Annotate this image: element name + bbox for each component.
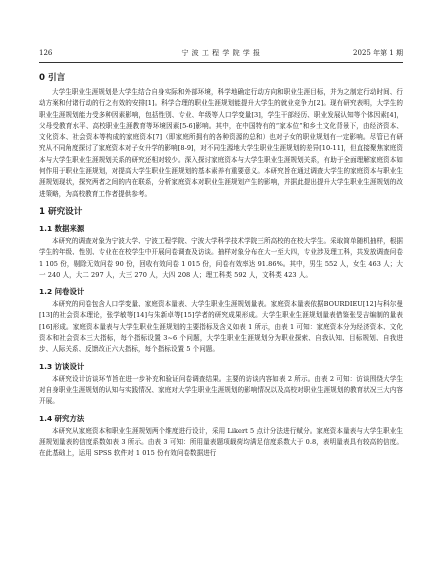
page-number: 126: [39, 49, 53, 57]
section-heading-intro: 0 引言: [39, 73, 66, 83]
journal-title: 宁 波 工 程 学 院 学 报: [181, 49, 261, 57]
subsection-heading-questionnaire: 1.2 问卷设计: [39, 287, 85, 297]
questionnaire-paragraph: 本研究的问卷包含人口学变量、家庭资本量表、大学生职业生涯规划量表。家庭资本量表依据BOURDIEU[12]与科尔曼[13]的社会资本理论，张学敏等[14]与朱新卓等[15]学者的研究成果形成。大学生职业生涯规划量表借鉴张旻吉编制的量表[16]形成。家庭资本量表与大学生职业生涯规划的主要指标及含义如表 1 所示，由表 1 可知：家庭资本分为经济资本、文化资本和社会资本三大指标，每个指标设置 3~6 个问题，大学生职业生涯规划分为职业探索、自我认知、目标规划、自我进步、人际关系、反馈改正六大指标，每个指标设置 5 个问题。: [39, 300, 403, 354]
intro-paragraph: 大学生职业生涯规划是大学生结合自身实际和外部环境，科学地确定行动方向和职业生涯目标，并为之制定行动时间、行动方案和付诸行动的行之有效的安排[1]。科学合理的职业生涯规划能提升大学生的就业竞争力[2]。现有研究表明，大学生的职业生涯规划能力受多种因素影响，包括性别、专业、年级等人口学变量[3]，学生干部经历、职业发展认知等个体因素[4]，父母受教育水平、高校职业生涯教育等环境因素[5-6]影响。其中，在中国特有的“家本位”和乡土文化背景下，由经济资本、文化资本、社会资本等构成的家庭资本[7]（即家庭所拥有的各种资源的总和）也对子女的职业规划有一定影响。尽管已有研究从不同角度探讨了家庭资本对子女升学的影响[8-9]，对不同生源地大学生职业生涯规划的差异[10-11]，但直接聚焦家庭资本与大学生职业生涯规划关系的研究还相对较少。深入探讨家庭资本与大学生职业生涯规划关系，有助于全面理解家庭资本如何作用于职业生涯规划，对提高大学生职业生涯规划的基本素养有重要意义。本研究旨在通过调查大学生的家庭资本与职业生涯规划现状，探究两者之间的内在联系，分析家庭资本对职业生涯规划产生的影响，并据此提出提升大学生职业生涯规划的改进策略，为高校教育工作者提供参考。: [39, 88, 403, 198]
issue-label: 2025 年第 1 期: [353, 49, 403, 57]
interview-paragraph: 本研究设计访谈环节旨在进一步补充和验证问卷调查结果。主要的访谈内容如表 2 所示。由表 2 可知：访谈围绕大学生对自身职业生涯规划的认知与实践情况、家庭对大学生职业生涯规划的影响情况以及高校对职业生涯规划的教育状况三大内容开展。: [39, 374, 403, 406]
subsection-heading-method: 1.4 研究方法: [39, 413, 85, 423]
method-paragraph: 本研究从家庭资本和职业生涯规划两个维度进行设计，采用 Likert 5 点计分法进行赋分。家庭资本量表与大学生职业生涯规划量表的信度系数如表 3 所示。由表 3 可知：所用量表题项载荷均满足信度系数大于 0.8，表明量表具有较高的信度。在此基础上，运用 SPSS 软件对 1 015 份有效问卷数据进行: [39, 426, 403, 458]
article-body: [39, 68, 403, 459]
subsection-heading-data-source: 1.1 数据来源: [39, 223, 85, 233]
running-header: [39, 46, 403, 60]
data-source-paragraph: 本研究的调查对象为宁波大学、宁波工程学院、宁波大学科学技术学院三所高校的在校大学生。采取简单随机抽样，根据学生的年级、性别、专业在在校学生中开展问卷调查及访谈。抽样对象分布在大一至大四，专业涉及理工科，共发放调查问卷 1 105 份，剔除无效问卷 90 份，回收有效问卷 1 015 份，问卷有效率达 91.86%。其中，男生 552 人，女生 463 人；大一 240 人，大二 297 人，大三 270 人，大四 208 人；理工科类 592 人，文科类 423 人。: [39, 236, 403, 279]
header-rule: [39, 62, 403, 63]
section-heading-design: 1 研究设计: [39, 206, 83, 217]
subsection-heading-interview: 1.3 访谈设计: [39, 361, 85, 371]
